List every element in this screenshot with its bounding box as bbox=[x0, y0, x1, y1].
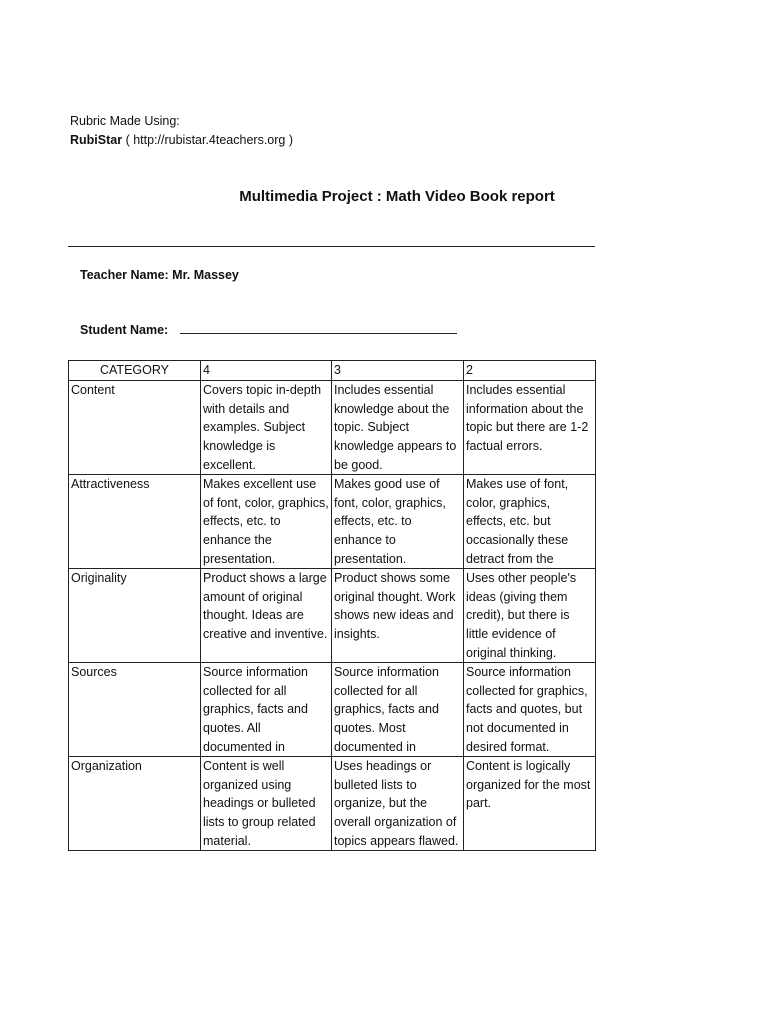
table-cell: Makes good use of font, color, graphics, effects, etc. to enhance to presentation. bbox=[332, 474, 464, 568]
rubistar-name: RubiStar bbox=[70, 133, 123, 147]
row-category: Content bbox=[69, 380, 201, 474]
table-row-organization bbox=[69, 756, 596, 850]
row-category: Organization bbox=[69, 756, 201, 850]
page-title: Multimedia Project : Math Video Book report bbox=[239, 188, 555, 205]
table-cell: Product shows some original thought. Work shows new ideas and insights. bbox=[332, 568, 464, 662]
table-row-sources bbox=[69, 662, 596, 756]
rubric-made-using-label: Rubric Made Using: bbox=[70, 114, 180, 128]
table-cell: Makes use of font, color, graphics, effects, etc. but occasionally these detract from the bbox=[464, 474, 596, 568]
divider bbox=[68, 246, 595, 247]
rubric-table bbox=[68, 360, 596, 851]
header-category: CATEGORY bbox=[69, 361, 201, 381]
table-cell: Content is well organized using headings or bulleted lists to group related material. bbox=[201, 756, 332, 850]
row-category: Originality bbox=[69, 568, 201, 662]
rubistar-url: ( http://rubistar.4teachers.org ) bbox=[122, 133, 294, 147]
table-row-content bbox=[69, 380, 596, 474]
student-name-field bbox=[80, 323, 457, 337]
table-cell: Source information collected for all graphics, facts and quotes. Most documented in bbox=[332, 662, 464, 756]
table-cell: Uses headings or bulleted lists to organize, but the overall organization of topics appears flawed. bbox=[332, 756, 464, 850]
row-category: Sources bbox=[69, 662, 201, 756]
student-name-label: Student Name: bbox=[80, 323, 169, 337]
table-header-row bbox=[69, 361, 596, 381]
table-cell: Product shows a large amount of original thought. Ideas are creative and inventive. bbox=[201, 568, 332, 662]
table-row-attractiveness bbox=[69, 474, 596, 568]
table-cell: Source information collected for all graphics, facts and quotes. All documented in bbox=[201, 662, 332, 756]
rubistar-credit bbox=[70, 131, 293, 150]
table-cell: Includes essential information about the topic but there are 1-2 factual errors. bbox=[464, 380, 596, 474]
table-cell: Uses other people's ideas (giving them credit), but there is little evidence of original thinking. bbox=[464, 568, 596, 662]
table-row-originality bbox=[69, 568, 596, 662]
teacher-name: Teacher Name: Mr. Massey bbox=[80, 268, 239, 282]
table-cell: Includes essential knowledge about the topic. Subject knowledge appears to be good. bbox=[332, 380, 464, 474]
table-cell: Source information collected for graphics, facts and quotes, but not documented in desired format. bbox=[464, 662, 596, 756]
table-cell: Makes excellent use of font, color, graphics, effects, etc. to enhance the presentation. bbox=[201, 474, 332, 568]
header-score-4: 4 bbox=[201, 361, 332, 381]
header-score-2: 2 bbox=[464, 361, 596, 381]
row-category: Attractiveness bbox=[69, 474, 201, 568]
table-cell: Covers topic in-depth with details and examples. Subject knowledge is excellent. bbox=[201, 380, 332, 474]
student-name-blank bbox=[180, 323, 457, 334]
table-cell: Content is logically organized for the most part. bbox=[464, 756, 596, 850]
header-score-3: 3 bbox=[332, 361, 464, 381]
